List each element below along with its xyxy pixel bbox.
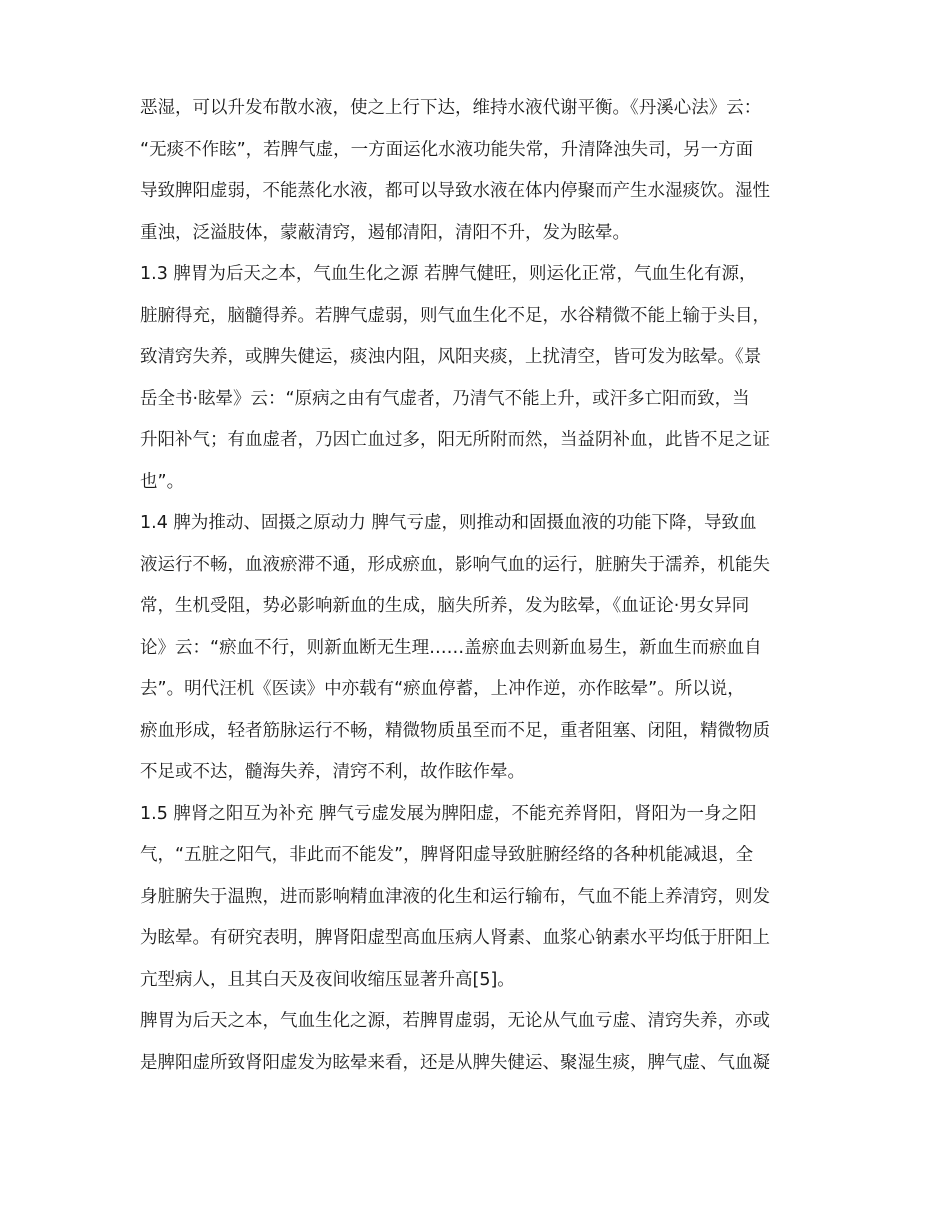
text-line: 脏腑得充，脑髓得养。若脾气虚弱，则气血生化不足，水谷精微不能上输于头目， [140, 305, 770, 326]
text-line: 亢型病人，且其白天及夜间收缩压显著升高[5]。 [140, 969, 515, 990]
section-1-3-first-line: 1.3 脾胃为后天之本，气血生化之源 若脾气健旺，则运化正常，气血生化有源， [140, 264, 757, 284]
text-line: 为眩晕。有研究表明，脾肾阳虚型高血压病人肾素、血浆心钠素水平均低于肝阳上 [140, 928, 770, 948]
text-line: 也”。 [140, 471, 185, 492]
body-text [140, 88, 815, 1084]
text-line: “无痰不作眩”，若脾气虚，一方面运化水液功能失常，升清降浊失司，另一方面 [140, 139, 754, 160]
text-line: 导致脾阳虚弱，不能蒸化水液，都可以导致水液在体内停聚而产生水湿痰饮。湿性 [140, 181, 770, 201]
text-line: 瘀血形成，轻者筋脉运行不畅，精微物质虽至而不足，重者阻塞、闭阻，精微物质 [140, 720, 770, 741]
text-line: 气，“五脏之阳气，非此而不能发”，脾肾阳虚导致脏腑经络的各种机能减退，全 [140, 845, 754, 865]
text-line: 液运行不畅，血液瘀滞不通，形成瘀血，影响气血的运行，脏腑失于濡养，机能失 [140, 554, 770, 575]
summary-paragraph-line: 脾胃为后天之本，气血生化之源，若脾胃虚弱，无论从气血亏虚、清窍失养，亦或 [140, 1011, 770, 1031]
text-line: 致清窍失养，或脾失健运，痰浊内阻，风阳夹痰，上扰清空，皆可发为眩晕。《景 [140, 347, 762, 367]
text-line: 重浊，泛溢肢体，蒙蔽清窍，遏郁清阳，清阳不升，发为眩晕。 [140, 222, 630, 243]
text-line: 去”。明代汪机《医读》中亦载有“瘀血停蓄，上冲作逆，亦作眩晕”。所以说， [140, 679, 745, 699]
section-1-4-first-line: 1.4 脾为推动、固摄之原动力 脾气亏虚，则推动和固摄血液的功能下降，导致血 [140, 513, 757, 533]
text-line: 常，生机受阻，势必影响新血的生成，脑失所养，发为眩晕，《血证论·男女异同 [140, 596, 750, 616]
text-line: 身脏腑失于温煦，进而影响精血津液的化生和运行输布，气血不能上养清窍，则发 [140, 886, 770, 907]
text-line: 不足或不达，髓海失养，清窍不利，故作眩作晕。 [140, 762, 525, 782]
text-line: 岳全书·眩晕》云：“原病之由有气虚者，乃清气不能上升，或汗多亡阳而致，当 [140, 388, 750, 409]
text-line: 升阳补气；有血虚者，乃因亡血过多，阳无所附而然，当益阴补血，此皆不足之证 [140, 430, 770, 450]
text-line: 恶湿，可以升发布散水液，使之上行下达，维持水液代谢平衡。《丹溪心法》云： [140, 98, 762, 118]
section-1-5-first-line: 1.5 脾肾之阳互为补充 脾气亏虚发展为脾阳虚，不能充养肾阳，肾阳为一身之阳 [140, 803, 757, 824]
text-line: 论》云：“瘀血不行，则新血断无生理……盖瘀血去则新血易生，新血生而瘀血自 [140, 637, 762, 658]
text-line: 是脾阳虚所致肾阳虚发为眩晕来看，还是从脾失健运、聚湿生痰，脾气虚、气血凝 [140, 1052, 770, 1073]
